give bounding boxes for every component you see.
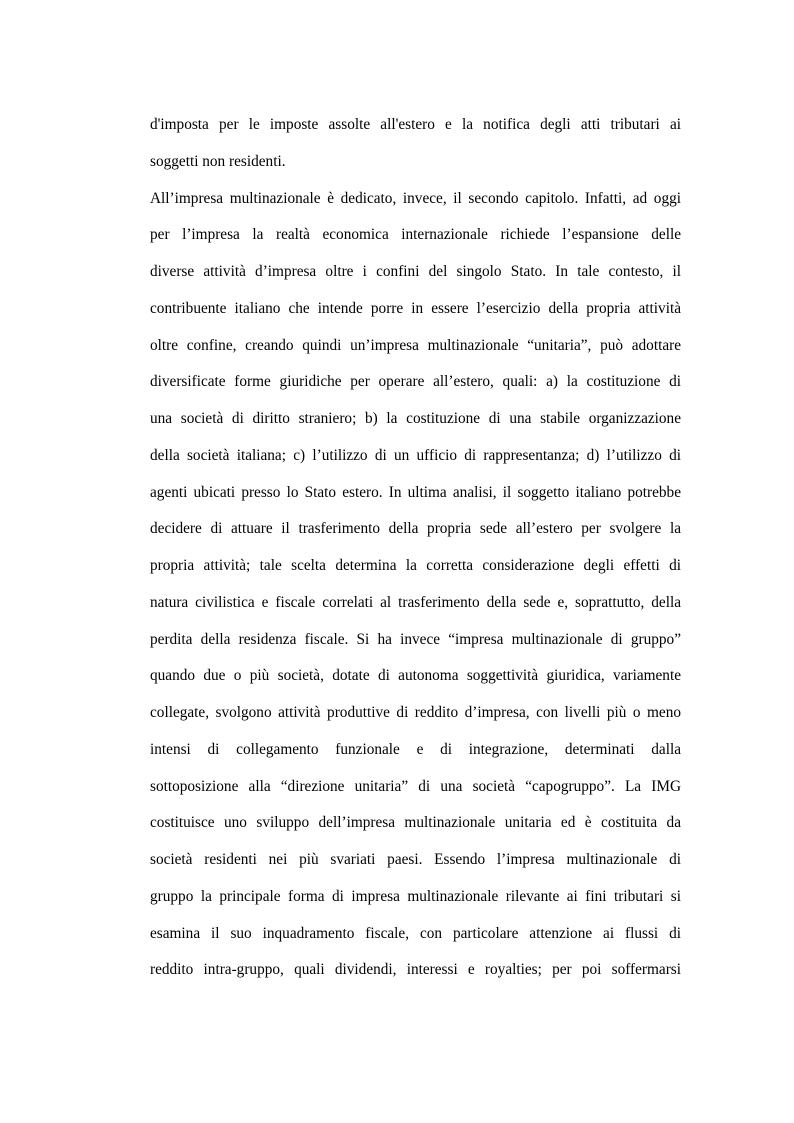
text-line: reddito intra-gruppo, quali dividendi, interessi e royalties; per poi soffermarsi	[150, 961, 681, 979]
text-line: una società di diritto straniero; b) la costituzione di una stabile organizzazione	[150, 410, 681, 427]
text-line: natura civilistica e fiscale correlati al trasferimento della sede e, soprattutto, della	[150, 593, 681, 611]
body-text	[150, 111, 681, 993]
text-line: della società italiana; c) l’utilizzo di un ufficio di rappresentanza; d) l’utilizzo di	[150, 446, 681, 464]
text-line: oltre confine, creando quindi un’impresa multinazionale “unitaria”, può adottare	[150, 336, 681, 354]
text-line: perdita della residenza fiscale. Si ha invece “impresa multinazionale di gruppo”	[150, 630, 681, 648]
text-line: collegate, svolgono attività produttive di reddito d’impresa, con livelli più o meno	[150, 704, 681, 721]
text-line: decidere di attuare il trasferimento della propria sede all’estero per svolgere la	[150, 520, 681, 538]
text-line: intensi di collegamento funzionale e di integrazione, determinati dalla	[150, 740, 681, 758]
text-line: società residenti nei più svariati paesi. Essendo l’impresa multinazionale di	[150, 851, 681, 868]
text-line: contribuente italiano che intende porre in essere l’esercizio della propria attività	[150, 299, 681, 317]
text-line: per l’impresa la realtà economica internazionale richiede l’espansione delle	[150, 226, 681, 244]
text-line: sottoposizione alla “direzione unitaria” di una società “capogruppo”. La IMG	[150, 777, 681, 795]
text-line: d'imposta per le imposte assolte all'estero e la notifica degli atti tributari ai	[150, 116, 681, 133]
text-line: diverse attività d’impresa oltre i confini del singolo Stato. In tale contesto, il	[150, 263, 681, 280]
text-line: All’impresa multinazionale è dedicato, invece, il secondo capitolo. Infatti, ad oggi	[150, 189, 681, 207]
text-line: diversificate forme giuridiche per operare all’estero, quali: a) la costituzione di	[150, 373, 681, 391]
text-line: esamina il suo inquadramento fiscale, con particolare attenzione ai flussi di	[150, 924, 681, 942]
text-line: quando due o più società, dotate di autonoma soggettività giuridica, variamente	[150, 667, 681, 685]
text-line: costituisce uno sviluppo dell’impresa multinazionale unitaria ed è costituita da	[150, 814, 681, 832]
text-line: agenti ubicati presso lo Stato estero. In ultima analisi, il soggetto italiano potrebbe	[150, 483, 681, 501]
text-line: soggetti non residenti.	[150, 152, 286, 170]
text-line: gruppo la principale forma di impresa multinazionale rilevante ai fini tributari si	[150, 887, 681, 905]
text-line: propria attività; tale scelta determina la corretta considerazione degli effetti di	[150, 557, 681, 574]
